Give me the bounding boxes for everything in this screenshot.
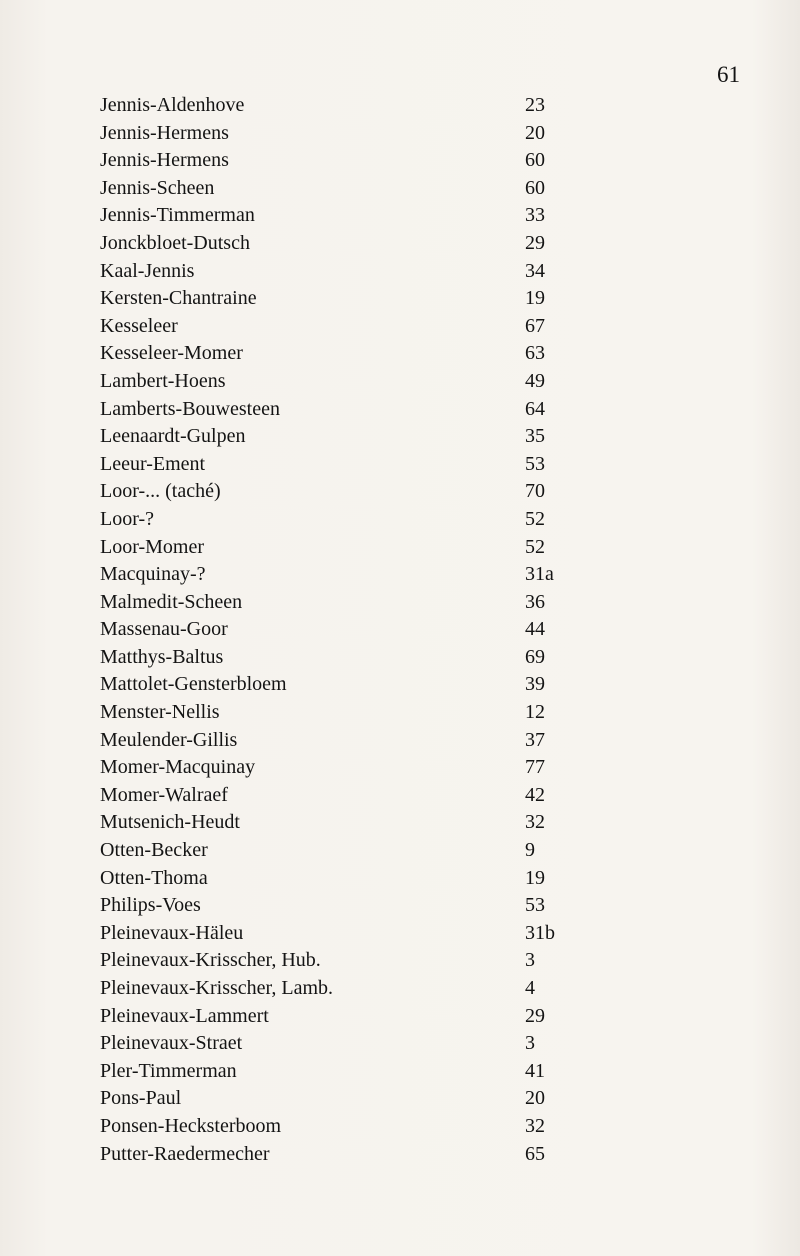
entry-page-ref: 19 (525, 287, 545, 310)
page-number: 61 (717, 62, 740, 87)
index-entry (100, 754, 570, 782)
entry-page-ref: 65 (525, 1142, 545, 1165)
entry-page-ref: 35 (525, 425, 545, 448)
entry-name: Macquinay-? (100, 563, 206, 586)
index-entry (100, 340, 570, 368)
entry-name: Jennis-Hermens (100, 121, 229, 144)
index-entry (100, 120, 570, 148)
index-entry (100, 644, 570, 672)
entry-name: Pleinevaux-Straet (100, 1032, 243, 1055)
entry-page-ref: 20 (525, 1087, 545, 1110)
index-entry (100, 92, 570, 120)
entry-page-ref: 41 (525, 1059, 545, 1082)
entry-page-ref: 64 (525, 397, 545, 420)
entry-name: Jennis-Hermens (100, 149, 229, 172)
entry-name: Massenau-Goor (100, 618, 228, 641)
entry-name: Leeur-Ement (100, 452, 206, 475)
entry-page-ref: 52 (525, 535, 545, 558)
entry-name: Jennis-Timmerman (100, 204, 255, 227)
index-entry (100, 1085, 570, 1113)
entry-name: Loor-? (100, 507, 155, 530)
entry-page-ref: 9 (525, 839, 535, 862)
index-entry (100, 1003, 570, 1031)
entry-name: Kersten-Chantraine (100, 287, 257, 310)
entry-page-ref: 36 (525, 590, 545, 613)
index-entry (100, 616, 570, 644)
index-entry (100, 892, 570, 920)
entry-name: Putter-Raedermecher (100, 1142, 270, 1165)
entry-page-ref: 69 (525, 645, 545, 668)
entry-page-ref: 67 (525, 314, 545, 337)
entry-page-ref: 20 (525, 121, 545, 144)
entry-page-ref: 29 (525, 1004, 545, 1027)
index-entry (100, 478, 570, 506)
index-entry (100, 368, 570, 396)
entry-page-ref: 60 (525, 176, 545, 199)
entry-page-ref: 42 (525, 783, 545, 806)
entry-page-ref: 37 (525, 728, 545, 751)
index-list (100, 92, 570, 1168)
entry-page-ref: 70 (525, 480, 545, 503)
index-entry (100, 1058, 570, 1086)
entry-name: Kaal-Jennis (100, 259, 195, 282)
entry-name: Otten-Becker (100, 839, 208, 862)
index-entry (100, 809, 570, 837)
entry-name: Pons-Paul (100, 1087, 182, 1110)
entry-page-ref: 63 (525, 342, 545, 365)
entry-page-ref: 34 (525, 259, 545, 282)
entry-name: Kesseleer-Momer (100, 342, 243, 365)
entry-name: Pleinevaux-Häleu (100, 921, 244, 944)
entry-name: Matthys-Baltus (100, 645, 224, 668)
entry-page-ref: 12 (525, 701, 545, 724)
index-entry (100, 147, 570, 175)
index-entry (100, 175, 570, 203)
entry-page-ref: 23 (525, 94, 545, 116)
index-entry (100, 534, 570, 562)
index-entry (100, 699, 570, 727)
entry-name: Malmedit-Scheen (100, 590, 243, 613)
entry-name: Menster-Nellis (100, 701, 220, 724)
index-entry (100, 313, 570, 341)
entry-name: Otten-Thoma (100, 866, 208, 889)
entry-name: Momer-Walraef (100, 783, 228, 806)
entry-page-ref: 60 (525, 149, 545, 172)
entry-page-ref: 31b (525, 921, 555, 944)
entry-name: Lamberts-Bouwesteen (100, 397, 280, 420)
entry-name: Philips-Voes (100, 894, 201, 917)
index-entry (100, 1030, 570, 1058)
entry-name: Mattolet-Gensterbloem (100, 673, 287, 696)
entry-page-ref: 3 (525, 1032, 535, 1055)
index-entry (100, 1113, 570, 1141)
index-entry (100, 285, 570, 313)
entry-name: Ponsen-Hecksterboom (100, 1114, 282, 1137)
entry-page-ref: 49 (525, 369, 545, 392)
index-entry (100, 920, 570, 948)
entry-page-ref: 77 (525, 756, 545, 779)
index-entry (100, 589, 570, 617)
entry-page-ref: 32 (525, 1114, 545, 1137)
entry-name: Meulender-Gillis (100, 728, 238, 751)
entry-page-ref: 32 (525, 811, 545, 834)
entry-page-ref: 53 (525, 894, 545, 917)
entry-name: Pleinevaux-Krisscher, Hub. (100, 949, 321, 972)
entry-page-ref: 44 (525, 618, 545, 641)
index-entry (100, 727, 570, 755)
entry-name: Lambert-Hoens (100, 369, 226, 392)
index-entry (100, 837, 570, 865)
entry-name: Pleinevaux-Lammert (100, 1004, 269, 1027)
entry-page-ref: 39 (525, 673, 545, 696)
entry-name: Loor-... (taché) (100, 480, 221, 503)
index-entry (100, 561, 570, 589)
entry-page-ref: 53 (525, 452, 545, 475)
entry-page-ref: 3 (525, 949, 535, 972)
index-entry (100, 230, 570, 258)
entry-name: Jennis-Scheen (100, 176, 215, 199)
index-entry (100, 975, 570, 1003)
entry-page-ref: 19 (525, 866, 545, 889)
entry-name: Kesseleer (100, 314, 178, 337)
index-entry (100, 258, 570, 286)
index-entry (100, 451, 570, 479)
entry-name: Mutsenich-Heudt (100, 811, 240, 834)
index-entry (100, 671, 570, 699)
entry-name: Leenaardt-Gulpen (100, 425, 246, 448)
entry-name: Momer-Macquinay (100, 756, 256, 779)
index-entry (100, 423, 570, 451)
index-entry (100, 865, 570, 893)
index-entry (100, 396, 570, 424)
entry-name: Jonckbloet-Dutsch (100, 231, 250, 254)
entry-name: Loor-Momer (100, 535, 205, 558)
entry-page-ref: 29 (525, 231, 545, 254)
entry-name: Jennis-Aldenhove (100, 94, 245, 116)
entry-page-ref: 52 (525, 507, 545, 530)
index-entry (100, 506, 570, 534)
entry-name: Pleinevaux-Krisscher, Lamb. (100, 977, 334, 999)
index-entry (100, 202, 570, 230)
entry-page-ref: 33 (525, 204, 545, 227)
entry-name: Pler-Timmerman (100, 1059, 237, 1082)
entry-page-ref: 31a (525, 563, 554, 586)
index-entry (100, 1141, 570, 1169)
entry-page-ref: 4 (525, 977, 535, 999)
index-entry (100, 782, 570, 810)
index-entry (100, 947, 570, 975)
